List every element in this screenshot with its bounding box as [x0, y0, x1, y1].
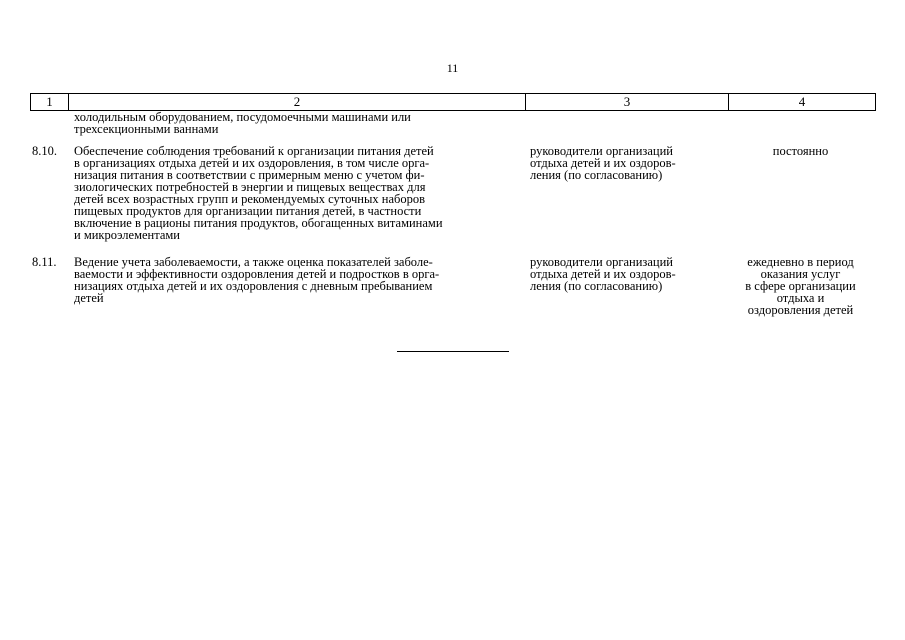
deadline-line: оказания услуг	[760, 267, 841, 281]
footer-rule	[397, 351, 509, 352]
measure-cell	[74, 145, 526, 241]
deadline-cell	[728, 145, 873, 157]
measure-line: зиологических потребностей в энергии и пищевых веществах для	[74, 180, 426, 194]
measure-line: Обеспечение соблюдения требований к организации питания детей	[74, 144, 434, 158]
deadline-line: отдыха и	[776, 291, 825, 305]
deadline-line: оздоровления детей	[747, 303, 854, 317]
row-number: 8.10.	[32, 144, 57, 158]
responsible-line: отдыха детей и их оздоров-	[530, 156, 676, 170]
measure-line: и микроэлементами	[74, 228, 180, 242]
measure-line: низация питания в соответствии с примерным меню с учетом фи-	[74, 168, 425, 182]
responsible-cell	[530, 256, 726, 292]
continued-line: холодильным оборудованием, посудомоечными машинами или	[74, 110, 411, 124]
measure-line: включение в рационы питания продуктов, обогащенных витаминами	[74, 216, 443, 230]
header-col-2: 2	[69, 94, 526, 111]
measure-line: детей всех возрастных групп и рекомендуемых суточных наборов	[74, 192, 426, 206]
responsible-line: ления (по согласованию)	[530, 168, 663, 182]
measure-line: детей	[74, 291, 104, 305]
deadline-line: в сфере организации	[745, 279, 856, 293]
measure-line: ваемости и эффективности оздоровления детей и подростков в орга-	[74, 267, 440, 281]
responsible-line: руководители организаций	[530, 255, 673, 269]
continued-measure-text	[74, 111, 524, 135]
deadline-line: постоянно	[772, 144, 829, 158]
deadline-line: ежедневно в период	[747, 255, 854, 269]
header-col-4: 4	[729, 94, 876, 111]
deadline-cell	[728, 256, 873, 316]
measure-line: Ведение учета заболеваемости, а также оценка показателей заболе-	[74, 255, 433, 269]
responsible-line: ления (по согласованию)	[530, 279, 663, 293]
measure-line: низациях отдыха детей и их оздоровления с дневным пребыванием	[74, 279, 433, 293]
continued-line: трехсекционными ваннами	[74, 122, 219, 136]
header-row	[31, 94, 876, 111]
responsible-line: руководители организаций	[530, 144, 673, 158]
page-number: 11	[446, 61, 459, 75]
responsible-line: отдыха детей и их оздоров-	[530, 267, 676, 281]
header-col-3: 3	[526, 94, 729, 111]
header-col-1: 1	[31, 94, 69, 111]
responsible-cell	[530, 145, 726, 181]
measure-cell	[74, 256, 526, 304]
measure-line: пищевых продуктов для организации питания детей, в частности	[74, 204, 422, 218]
measure-line: в организациях отдыха детей и их оздоровления, в том числе орга-	[74, 156, 430, 170]
table-header	[30, 93, 876, 111]
row-number: 8.11.	[32, 255, 57, 269]
